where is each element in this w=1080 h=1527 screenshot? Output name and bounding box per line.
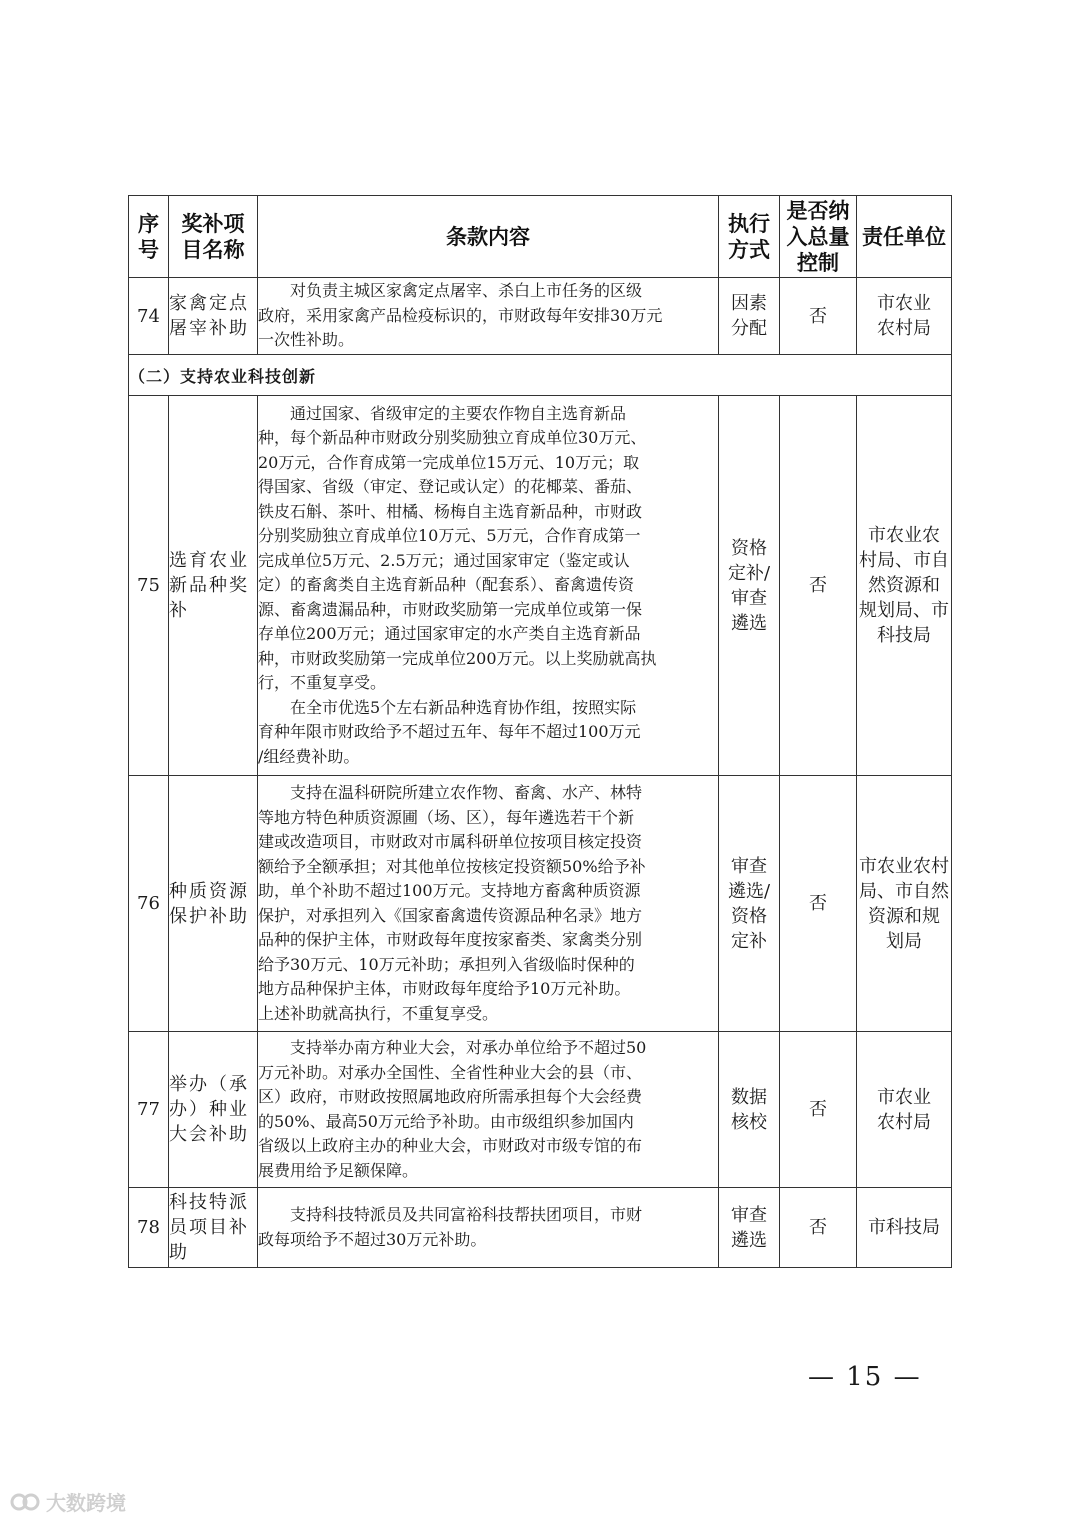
item-content: 支持举办南方种业大会，对承办单位给予不超过50 万元补助。对承办全国性、全省性种业大会的县（市、 区）政府，市财政按照属地政府所需承担每个大会经费 的50%、最高50万元给予补助。由市级组织参加国内 省级以上政府主办的种业大会，市财政对市级专馆的布 展费用给予足额保障。 — [258, 1032, 719, 1188]
row-number: 74 — [129, 278, 169, 355]
header-incl: 是否纳 入总量 控制 — [780, 196, 857, 278]
item-content: 支持在温科研院所建立农作物、畜禽、水产、林特 等地方特色种质资源圃（场、区），每年遴选若干个新 建或改造项目，市财政对市属科研单位按项目核定投资 额给予全额承担；对其他单位按核定投资额50%给予补 助，单个补助不超过100万元。支持地方畜禽种质资源 保护，对承担列入《国家畜禽遗传资源品种名录》地方 品种的保护主体，市财政每年度按家畜类、家禽类分别 给予30万元、10万元补助；承担列入省级临时保种的 地方品种保护主体，市财政每年度给予10万元补助。 上述补助就高执行，不重复享受。 — [258, 776, 719, 1032]
header-row — [129, 196, 952, 278]
responsible-unit: 市农业农村 局、市自然 资源和规 划局 — [857, 776, 952, 1032]
total-control: 否 — [780, 1032, 857, 1188]
exec-method: 数据 核校 — [719, 1032, 780, 1188]
item-content: 对负责主城区家禽定点屠宰、杀白上市任务的区级 政府，采用家禽产品检疫标识的，市财政每年安排30万元 一次性补助。 — [258, 278, 719, 355]
policy-table — [128, 195, 952, 1268]
responsible-unit: 市农业农 村局、市自 然资源和 规划局、市 科技局 — [857, 396, 952, 776]
item-name: 举办（承 办）种业 大会补助 — [169, 1032, 258, 1188]
row-number: 76 — [129, 776, 169, 1032]
watermark-logo-icon — [10, 1491, 40, 1513]
responsible-unit: 市农业 农村局 — [857, 1032, 952, 1188]
table-row-74 — [129, 278, 952, 355]
total-control: 否 — [780, 1188, 857, 1268]
section-row — [129, 355, 952, 396]
watermark-text: 大数跨境 — [46, 1491, 126, 1515]
row-number: 77 — [129, 1032, 169, 1188]
exec-method: 因素 分配 — [719, 278, 780, 355]
responsible-unit: 市科技局 — [857, 1188, 952, 1268]
watermark — [10, 1487, 126, 1516]
item-name: 种质资源 保护补助 — [169, 776, 258, 1032]
row-number: 75 — [129, 396, 169, 776]
total-control: 否 — [780, 776, 857, 1032]
table-row-76 — [129, 776, 952, 1032]
total-control: 否 — [780, 278, 857, 355]
item-name: 家禽定点 屠宰补助 — [169, 278, 258, 355]
exec-method: 审查 遴选/ 资格 定补 — [719, 776, 780, 1032]
item-content: 支持科技特派员及共同富裕科技帮扶团项目，市财 政每项给予不超过30万元补助。 — [258, 1188, 719, 1268]
header-content: 条款内容 — [258, 196, 719, 278]
exec-method: 资格 定补/ 审查 遴选 — [719, 396, 780, 776]
item-name: 选育农业 新品种奖 补 — [169, 396, 258, 776]
total-control: 否 — [780, 396, 857, 776]
header-name: 奖补项 目名称 — [169, 196, 258, 278]
item-name: 科技特派 员项目补 助 — [169, 1188, 258, 1268]
item-content: 通过国家、省级审定的主要农作物自主选育新品 种，每个新品种市财政分别奖励独立育成单位30万元、 20万元，合作育成第一完成单位15万元、10万元；取 得国家、省级（审定、登记或认定）的花椰菜、番茄、 铁皮石斛、茶叶、柑橘、杨梅自主选育新品种，市财政 分别奖励独立育成单位10万元、5万元，合作育成第一 完成单位5万元、2.5万元；通过国家审定（鉴定或认 定）的畜禽类自主选育新品种（配套系）、畜禽遗传资 源、畜禽遗漏品种，市财政奖励第一完成单位或第一保 存单位200万元；通过国家审定的水产类自主选育新品 种，市财政奖励第一完成单位200万元。以上奖励就高执 行，不重复享受。 在全市优选5个左右新品种选育协作组，按照实际 育种年限市财政给予不超过五年、每年不超过100万元 /组经费补助。 — [258, 396, 719, 776]
exec-method: 审查 遴选 — [719, 1188, 780, 1268]
table-row-75 — [129, 396, 952, 776]
header-seq: 序 号 — [129, 196, 169, 278]
responsible-unit: 市农业 农村局 — [857, 278, 952, 355]
header-exec: 执行 方式 — [719, 196, 780, 278]
header-resp: 责任单位 — [857, 196, 952, 278]
section-title: （二）支持农业科技创新 — [129, 355, 952, 396]
page-number: — 15 — — [808, 1362, 922, 1392]
table-row-77 — [129, 1032, 952, 1188]
row-number: 78 — [129, 1188, 169, 1268]
table-row-78 — [129, 1188, 952, 1268]
